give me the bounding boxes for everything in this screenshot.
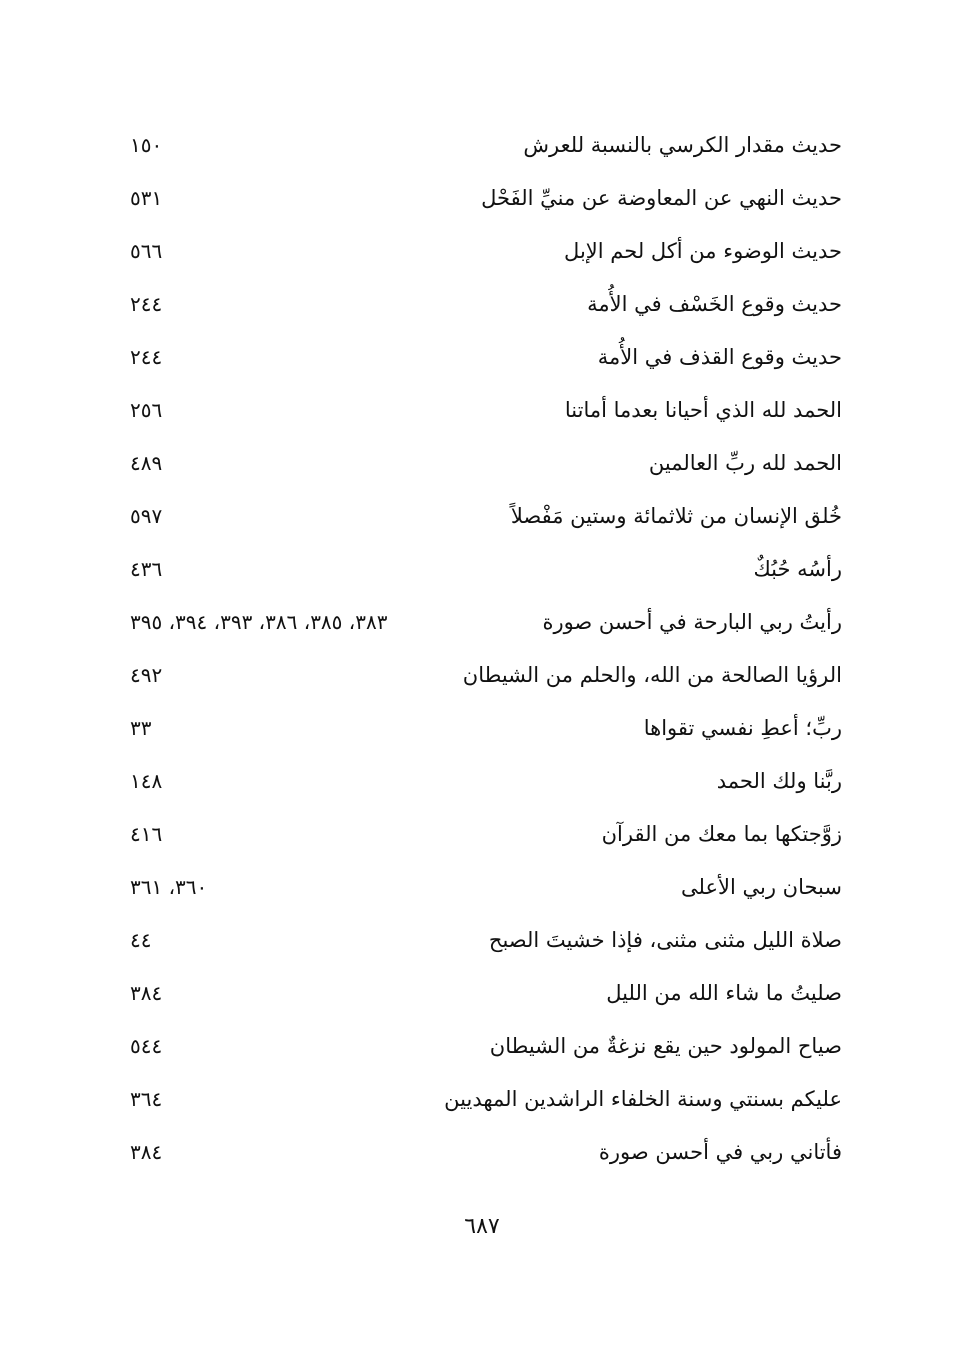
index-entry-pages: ٣٦٤ (130, 1086, 163, 1111)
index-entry-pages: ٤٩٢ (130, 662, 163, 687)
index-entry (130, 648, 842, 701)
index-entry-text: زوَّجتكها بما معك من القرآن (601, 821, 842, 846)
index-entry-pages: ٥٤٤ (130, 1033, 163, 1058)
index-entry-pages: ١٤٨ (130, 768, 163, 793)
index-entry-pages: ٣٣ (130, 715, 152, 740)
index-entry (130, 277, 842, 330)
index-entry-text: عليكم بسنتي وسنة الخلفاء الراشدين المهديين (444, 1086, 842, 1111)
index-entry-text: حديث وقوع القذف في الأُمة (597, 344, 842, 369)
index-entry-pages: ٢٥٦ (130, 397, 163, 422)
index-entry-text: سبحان ربي الأعلى (681, 874, 842, 899)
index-entry (130, 1019, 842, 1072)
index-entry-text: الرؤيا الصالحة من الله، والحلم من الشيطان (462, 662, 842, 687)
page-number: ٦٨٧ (464, 1214, 500, 1239)
index-entry (130, 489, 842, 542)
index-entry-pages: ٥٩٧ (130, 503, 163, 528)
index-entry-pages: ٥٣١ (130, 185, 163, 210)
index-entry-text: صلاة الليل مثنى مثنى، فإذا خشيتَ الصبح (488, 927, 842, 952)
index-entry (130, 807, 842, 860)
index-entry (130, 171, 842, 224)
hadith-index-list (130, 118, 842, 1178)
index-entry-text: خُلق الإنسان من ثلاثمائة وستين مَفْصلاً (510, 503, 842, 528)
index-entry-text: حديث الوضوء من أكل لحم الإبل (564, 238, 842, 263)
index-entry-pages: ٥٦٦ (130, 238, 163, 263)
index-entry (130, 913, 842, 966)
index-entry (130, 1125, 842, 1178)
index-entry (130, 436, 842, 489)
index-entry-pages: ٤٤ (130, 927, 152, 952)
index-entry-text: الحمد لله الذي أحيانا بعدما أماتنا (564, 397, 842, 422)
index-entry (130, 1072, 842, 1125)
index-entry (130, 224, 842, 277)
index-entry (130, 701, 842, 754)
index-entry-text: فأتاني ربي في أحسن صورة (598, 1139, 842, 1164)
index-entry (130, 754, 842, 807)
index-entry-text: حديث وقوع الخَسْف في الأُمة (587, 291, 842, 316)
index-entry-text: ربِّ؛ أعطِ نفسي تقواها (643, 715, 842, 740)
index-entry-pages: ٤٣٦ (130, 556, 163, 581)
index-entry (130, 595, 842, 648)
index-entry (130, 383, 842, 436)
index-entry (130, 860, 842, 913)
index-entry (130, 330, 842, 383)
index-entry-pages: ٣٨٤ (130, 980, 163, 1005)
index-entry-text: صليتُ ما شاء الله من الليل (606, 980, 842, 1005)
index-entry-text: حديث النهي عن المعاوضة عن منيِّ الفَحْل (481, 185, 842, 210)
index-entry-pages: ٣٦٠، ٣٦١ (130, 874, 208, 899)
index-entry (130, 118, 842, 171)
index-entry (130, 542, 842, 595)
index-entry-pages: ٣٨٤ (130, 1139, 163, 1164)
index-entry-pages: ٢٤٤ (130, 291, 163, 316)
index-entry-pages: ١٥٠ (130, 132, 163, 157)
index-entry-pages: ٢٤٤ (130, 344, 163, 369)
index-entry (130, 966, 842, 1019)
index-entry-pages: ٤١٦ (130, 821, 163, 846)
index-entry-pages: ٣٨٣، ٣٨٥، ٣٨٦، ٣٩٣، ٣٩٤، ٣٩٥ (130, 609, 388, 634)
index-entry-text: الحمد لله ربِّ العالمين (648, 450, 842, 475)
index-entry-pages: ٤٨٩ (130, 450, 163, 475)
index-entry-text: صياح المولود حين يقع نزغةٌ من الشيطان (489, 1033, 842, 1058)
index-entry-text: ربَّنا ولك الحمد (716, 768, 842, 793)
index-entry-text: رأيتُ ربي البارحة في أحسن صورة (542, 609, 842, 634)
index-entry-text: رأسُه حُبُكٌ (753, 556, 842, 581)
index-entry-text: حديث مقدار الكرسي بالنسبة للعرش (523, 132, 842, 157)
